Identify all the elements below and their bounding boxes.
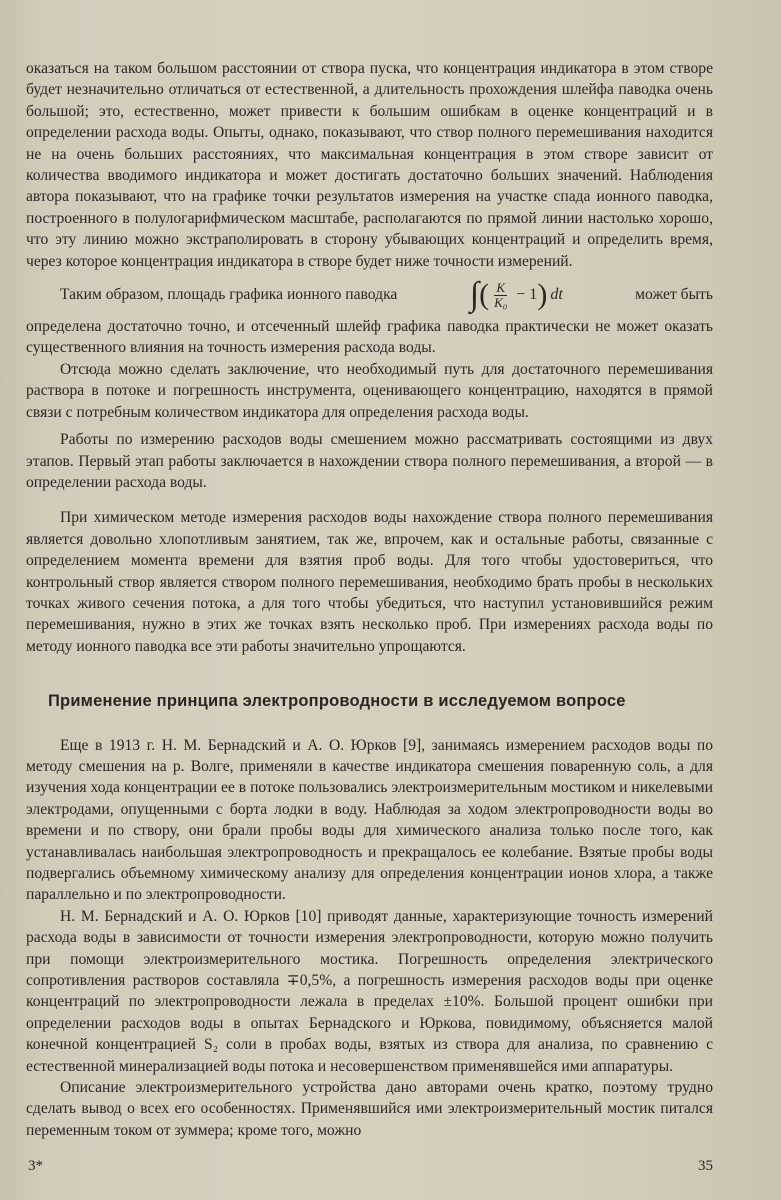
page-footer (28, 1158, 713, 1175)
paragraph-chemical-method: При химическом методе измерения расходов воды нахождение створа полного перемешивания является довольно хлопотливым занятием, так же, впрочем, как и остальные работы, связанные с определением момента времени для взятия проб воды. Для того чтобы удостовериться, что контрольный створ является створом полного перемешивания, необходимо брать пробы в нескольких точках живого сечения потока, а для того чтобы убедиться, что наступил установившийся режим перемешивания, нужно в этих же точках взять несколько проб. При измерениях расхода воды по методу ионного паводка все эти работы значительно упрощаются. (26, 509, 713, 655)
integral-formula (469, 276, 563, 314)
open-paren: ( (479, 278, 490, 312)
close-paren: ) (537, 278, 548, 312)
paragraph-continuation: оказаться на таком большом расстоянии от створа пуска, что концентрация индикатора в этом створе будет незначительно отличаться от естественной, а длительность прохождения шлейфа паводка очень большой; это, естественно, может привести к большим ошибкам в оценке концентраций и в определении расхода воды. Опыты, однако, показывают, что створ полного перемешивания находится не на очень больших расстояниях, что максимальная концентрация в этом створе зависит от количества вводимого индикатора и может достигать достаточно больших значений. Наблюдения автора показывают, что на графике точки результатов измерения на участке спада ионного паводка, построенного в полулогарифмическом масштабе, располагаются по прямой линии настолько хорошо, что эту линию можно экстраполировать в сторону убывающих концентраций и определить время, через которое концентрация индикатора в створе будет ниже точности измерений. (26, 60, 713, 270)
formula-trail-text: может быть (635, 286, 713, 304)
formula-minus-one: − 1 (516, 286, 538, 304)
page-number: 35 (698, 1158, 713, 1174)
paragraph-history: Еще в 1913 г. Н. М. Бернадский и А. О. Юрков [9], занимаясь измерением расходов воды по методу смешения на р. Волге, применяли в качестве индикатора смешения поваренную соль, а для изучения хода концентрации ее в потоке пользовались электроизмерительным мостиком и никелевыми электродами, опущенными с борта лодки в воду. Наблюдая за ходом электропроводности воды во времени и по створу, они брали пробы воды для химического анализа только после того, как устанавливалась наибольшая электропроводность и прекращалось ее колебание. Взятые пробы воды подвергались объемному химическому анализу для определения концентрации ионов хлора, а также параллельно и по электропроводности. (26, 736, 713, 904)
formula-line (26, 276, 713, 314)
paragraph-conclusion: Отсюда можно сделать заключение, что необходимый путь для достаточного перемешивания раствора в потоке и погрешность инструмента, оценивающего концентрацию, находятся в прямой связи с потребным количеством индикатора для определения расхода воды. (26, 360, 713, 421)
paragraph-device-description: Описание электроизмерительного устройства дано авторами очень кратко, поэтому трудно сделать вывод о всех его особенностях. Применявшийся ими электроизмерительный мостик питался переменным током от зуммера; кроме того, можно (26, 1079, 713, 1139)
paragraph-accuracy: Н. М. Бернадский и А. О. Юрков [10] приводят данные, характеризующие точность измерений расхода воды в зависимости от точности измерения электропроводности, которую можно получить при помощи электроизмерительного мостика. Погрешность определения электрического сопротивления растворов составляла ∓0,5%, а погрешность измерения расходов воды при оценке концентраций по электропроводности лежала в пределах ±10%. Большой процент ошибки при определении расходов воды в опытах Бернадского и Юркова, повидимому, объясняется малой конечной концентрацией S₂ соли в пробах воды, взятых из створа для анализа, по сравнению с естественной минерализацией воды потока и несовершенством применявшейся ими аппаратуры. (26, 907, 713, 1075)
formula-dt: dt (550, 286, 563, 304)
section-heading: Применение принципа электропроводности в исследуемом вопросе (48, 692, 626, 711)
fraction-denominator: K₀ (494, 294, 508, 310)
paragraph-stages: Работы по измерению расходов воды смешением можно рассматривать состоящими из двух этапов. Первый этап работы заключается в нахождении створа полного перемешивания, а второй — в определении расхода воды. (26, 431, 713, 491)
fraction (492, 281, 509, 310)
integral-sign: ∫ (469, 276, 480, 314)
body-text (26, 58, 713, 1141)
paragraph-formula-continuation: определена достаточно точно, и отсеченный шлейф графика паводка практически не может оказать существенного влияния на точность измерения расхода воды. (26, 318, 713, 357)
formula-lead-text: Таким образом, площадь графика ионного паводка (60, 286, 398, 304)
fraction-numerator: K (496, 279, 506, 295)
signature-mark: 3* (28, 1158, 43, 1174)
